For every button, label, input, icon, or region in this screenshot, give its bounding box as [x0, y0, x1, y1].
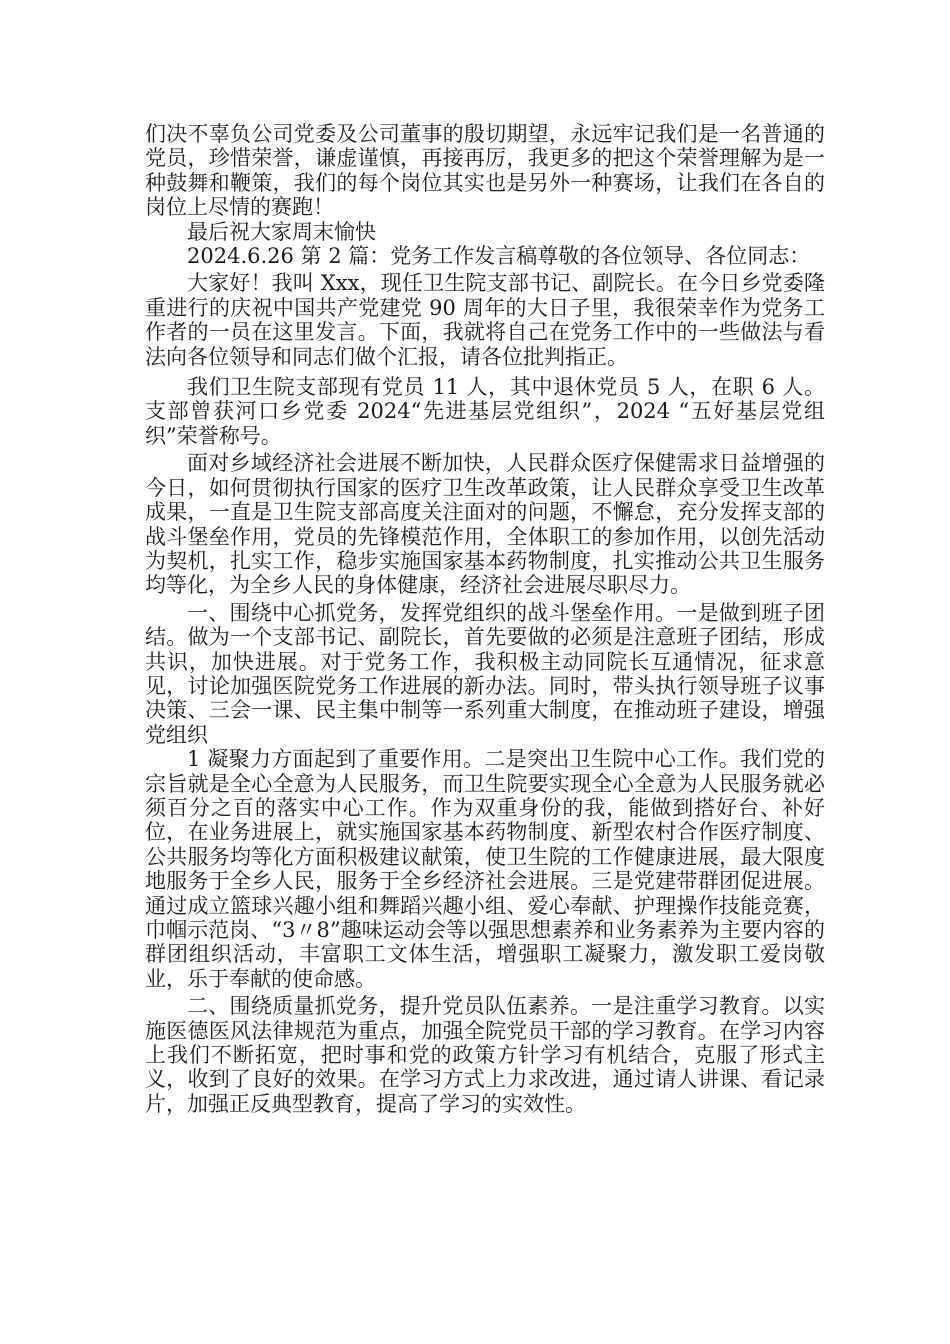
paragraph-section-one-continued: 1 凝聚力方面起到了重要作用。二是突出卫生院中心工作。我们党的宗旨就是全心全意为人民服务，而卫生院要实现全心全意为人民服务就必须百分之百的落实中心工作。作为双重身份的我，能做到搭好台、补好位，在业务进展上，就实施国家基本药物制度、新型农村合作医疗制度、公共服务均等化方面积极建议献策，使卫生院的工作健康进展，最大限度地服务于全乡人民，服务于全乡经济社会进展。三是党建带群团促进展。通过成立篮球兴趣小组和舞蹈兴趣小组、爱心奉献、护理操作技能竞赛，巾帼示范岗、“3〃8”趣味运动会等以强思想素养和业务素养为主要内容的群团组织活动，丰富职工文体生活，增强职工凝聚力，激发职工爱岗敬业，乐于奉献的使命感。 — [145, 747, 825, 991]
paragraph-greeting: 大家好！我叫 Xxx，现任卫生院支部书记、副院长。在今日乡党委隆重进行的庆祝中国共产党建党 90 周年的大日子里，我很荣幸作为党务工作者的一员在这里发言。下面，我就将自己在党务工作中的一些做法与看法向各位领导和同志们做个汇报，请各位批判指正。 — [145, 271, 825, 369]
document-page — [145, 122, 825, 1116]
paragraph-section-two: 二、围绕质量抓党务，提升党员队伍素养。一是注重学习教育。以实施医德医风法律规范为重点，加强全院党员干部的学习教育。在学习内容上我们不断拓宽，把时事和党的政策方针学习有机结合，克服了形式主义，收到了良好的效果。在学习方式上力求改进，通过请人讲课、看记录片，加强正反典型教育，提高了学习的实效性。 — [145, 994, 825, 1116]
paragraph-reform-context: 面对乡域经济社会进展不断加快，人民群众医疗保健需求日益增强的今日，如何贯彻执行国家的医疗卫生改革政策，让人民群众享受卫生改革成果，一直是卫生院支部高度关注面对的问题，不懈怠，充分发挥支部的战斗堡垒作用，党员的先锋模范作用，全体职工的参加作用，以创先活动为契机，扎实工作，稳步实施国家基本药物制度，扎实推动公共卫生服务均等化，为全乡人民的身体健康，经济社会进展尽职尽力。 — [145, 451, 825, 598]
paragraph-weekend-wish: 最后祝大家周末愉快 — [187, 219, 376, 244]
paragraph-article-heading: 2024.6.26 第 2 篇：党务工作发言稿尊敬的各位领导、各位同志： — [187, 244, 811, 269]
paragraph-branch-members: 我们卫生院支部现有党员 11 人，其中退休党员 5 人，在职 6 人。支部曾获河口乡党委 2024“先进基层党组织”，2024 “五好基层党组织”荣誉称号。 — [145, 375, 825, 448]
paragraph-closing-commitment: 们决不辜负公司党委及公司董事的殷切期望，永远牢记我们是一名普通的党员，珍惜荣誉，谦虚谨慎，再接再厉，我更多的把这个荣誉理解为是一种鼓舞和鞭策，我们的每个岗位其实也是另外一种赛场，让我们在各自的岗位上尽情的赛跑！ — [145, 122, 825, 220]
paragraph-section-one: 一、围绕中心抓党务，发挥党组织的战斗堡垒作用。一是做到班子团结。做为一个支部书记、副院长，首先要做的必须是注意班子团结，形成共识，加快进展。对于党务工作，我积极主动同院长互通情况，征求意见，讨论加强医院党务工作进展的新办法。同时，带头执行领导班子议事决策、三会一课、民主集中制等一系列重大制度，在推动班子建设，增强党组织 — [145, 600, 825, 747]
